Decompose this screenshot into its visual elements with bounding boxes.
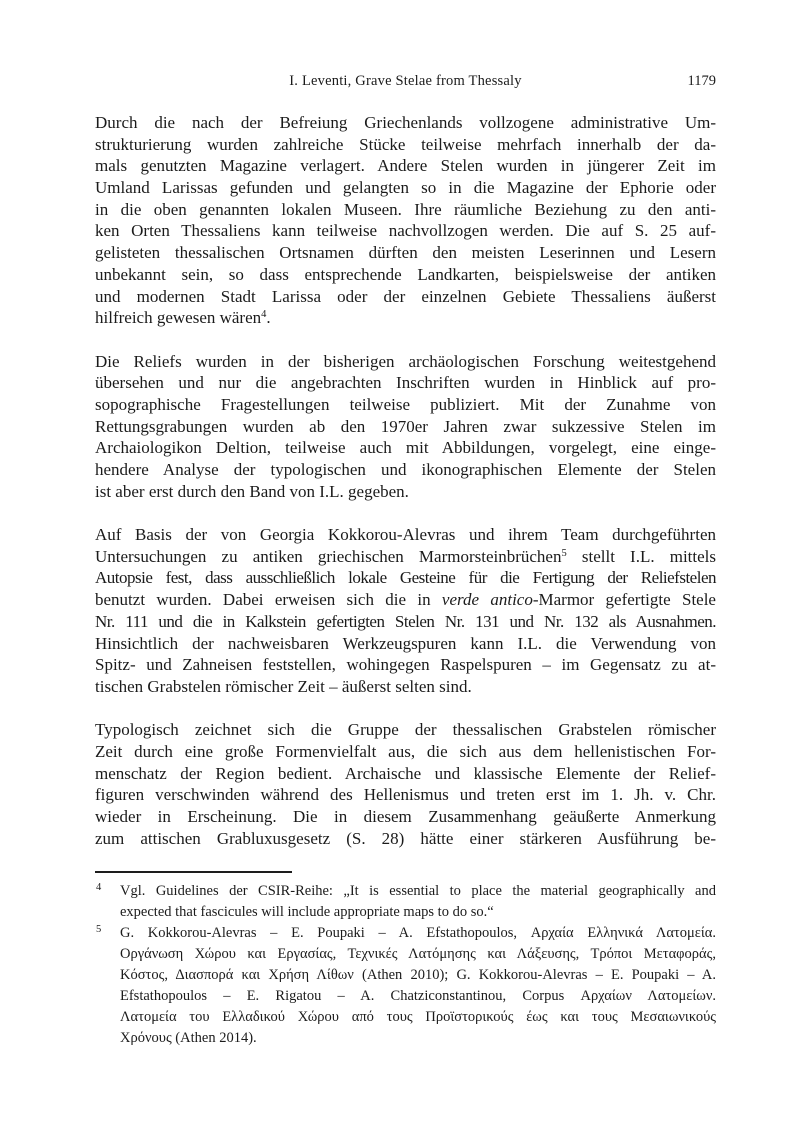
text-line: tischen Grabstelen römischer Zeit – äußerst selten sind. [95, 676, 472, 696]
footnote-text [120, 923, 716, 1049]
footnote-4 [95, 881, 716, 923]
text-line: figuren verschwinden während des Hellenismus und treten erst im 1. Jh. v. Chr. [95, 785, 716, 805]
text-line: ken Orten Thessaliens kann teilweise nachvollzogen werden. Die auf S. 25 auf- [95, 221, 716, 241]
line-text: . [266, 308, 271, 328]
text-line: ist aber erst durch den Band von I.L. gegeben. [95, 481, 409, 501]
footnote-line: Χρόνους (Athen 2014). [120, 1030, 257, 1047]
text-line [95, 546, 716, 568]
running-head [95, 71, 716, 91]
text-line: strukturierung wurden zahlreiche Stücke teilweise mehrfach innerhalb der da- [95, 134, 716, 154]
running-head-title: I. Leventi, Grave Stelae from Thessaly [289, 73, 522, 89]
text-line: wieder in Erscheinung. Die in diesem Zusammenhang geäußerte Anmerkung [95, 807, 716, 826]
footnote-line: Κόστος, Διασπορά και Χρήση Λίθων (Athen 2010); G. Kokkorou-Alevras – E. Poupaki – A. [120, 967, 716, 984]
footnote-line: expected that fascicules will include appropriate maps to do so.“ [120, 904, 494, 921]
text-line: übersehen und nur die angebrachten Inschriften wurden in Hinblick auf pro- [95, 373, 716, 393]
line-text: hilfreich gewesen wären [95, 308, 262, 328]
paragraph-1 [95, 112, 716, 329]
text-line: Hinsichtlich der nachweisbaren Werkzeugspuren kann I.L. die Verwendung von [95, 633, 716, 653]
text-line: hendere Analyse der typologischen und ikonographischen Elemente der Stelen [95, 460, 716, 479]
text-line [95, 307, 716, 329]
text-line: mals genutzten Magazine verlagert. Andere Stelen wurden in jüngerer Zeit im [95, 156, 716, 176]
line-text: stellt I.L. mittels [566, 546, 716, 566]
paragraph-2 [95, 351, 716, 503]
text-line [95, 589, 716, 611]
text-line: Zeit durch eine große Formenvielfalt aus, die sich aus dem hellenistischen For- [95, 741, 716, 761]
footnote-line: Λατομεία του Ελλαδικού Χώρου από τους Προϊστορικούς έως και τους Μεσαιωνικούς [120, 1009, 716, 1026]
footnote-ref-5: 5 [561, 547, 567, 559]
text-line: Nr. 111 und die in Kalkstein gefertigten Stelen Nr. 131 und Nr. 132 als Ausnahmen. [95, 611, 716, 631]
footnote-marker: 5 [96, 924, 102, 936]
paragraph-3 [95, 524, 716, 698]
text-line: Typologisch zeichnet sich die Gruppe der thessalischen Grabstelen römischer [95, 720, 716, 740]
text-block [95, 112, 716, 1049]
text-line: Archaiologikon Deltion, teilweise auch mit Abbildungen, vorgelegt, eine einge- [95, 438, 716, 458]
text-line: Umland Larissas gefunden und gelangten so in die Magazine der Ephorie oder [95, 178, 716, 198]
italic-term: verde antico [441, 590, 533, 610]
text-line: gelisteten thessalischen Ortsnamen dürften den meisten Leserinnen und Lesern [95, 243, 716, 263]
footnote-5 [95, 923, 716, 1049]
page-number: 1179 [687, 73, 716, 89]
line-text: Untersuchungen zu antiken griechischen Marmorsteinbrüchen [95, 546, 562, 566]
text-line: Autopsie fest, dass ausschließlich lokale Gesteine für die Fertigung der Reliefstelen [95, 568, 716, 588]
text-line: Durch die nach der Befreiung Griechenlands vollzogene administrative Um- [95, 113, 716, 132]
text-line: Die Reliefs wurden in der bisherigen archäologischen Forschung weitestgehend [95, 351, 716, 371]
paragraph-4 [95, 719, 716, 849]
text-line: Rettungsgrabungen wurden ab den 1970er Jahren zwar sukzessive Stelen im [95, 416, 716, 436]
text-line: Spitz- und Zahneisen feststellen, wohingegen Raspelspuren – im Gegensatz zu at- [95, 655, 716, 675]
footnote-marker: 4 [96, 882, 102, 894]
footnote-line: Efstathopoulos – E. Rigatou – A. Chatziconstantinou, Corpus Αρχαίων Λατομείων. [120, 988, 716, 1005]
footnote-rule [95, 871, 292, 873]
text-line: in die oben genannten lokalen Museen. Ihre räumliche Beziehung zu den anti- [95, 199, 716, 219]
footnote-line: Vgl. Guidelines der CSIR-Reihe: „It is essential to place the material geographically and [120, 883, 716, 900]
text-line: unbekannt sein, so dass entsprechende Landkarten, beispielsweise der antiken [95, 264, 716, 284]
footnote-line: G. Kokkorou-Alevras – E. Poupaki – A. Efstathopoulos, Αρχαία Ελληνικά Λατομεία. [120, 925, 716, 942]
footnote-text [120, 881, 716, 923]
text-line: und modernen Stadt Larissa oder der einzelnen Gebiete Thessaliens äußerst [95, 286, 716, 306]
line-text: -Marmor gefertigte Stele [532, 590, 716, 610]
text-line: sopographische Fragestellungen teilweise publiziert. Mit der Zunahme von [95, 394, 716, 414]
footnote-area [95, 881, 716, 1049]
footnote-ref-4: 4 [261, 309, 267, 321]
line-text: benutzt wurden. Dabei erweisen sich die in [95, 590, 442, 610]
text-line: menschatz der Region bedient. Archaische und klassische Elemente der Relief- [95, 763, 716, 783]
text-line: Auf Basis der von Georgia Kokkorou-Alevras und ihrem Team durchgeführten [95, 525, 716, 545]
footnote-line: Οργάνωση Χώρου και Εργασίας, Τεχνικές Λατόμησης και Λάξευσης, Τρόποι Μεταφοράς, [120, 946, 716, 963]
text-line: zum attischen Grabluxusgesetz (S. 28) hätte einer stärkeren Ausführung be- [95, 828, 716, 848]
